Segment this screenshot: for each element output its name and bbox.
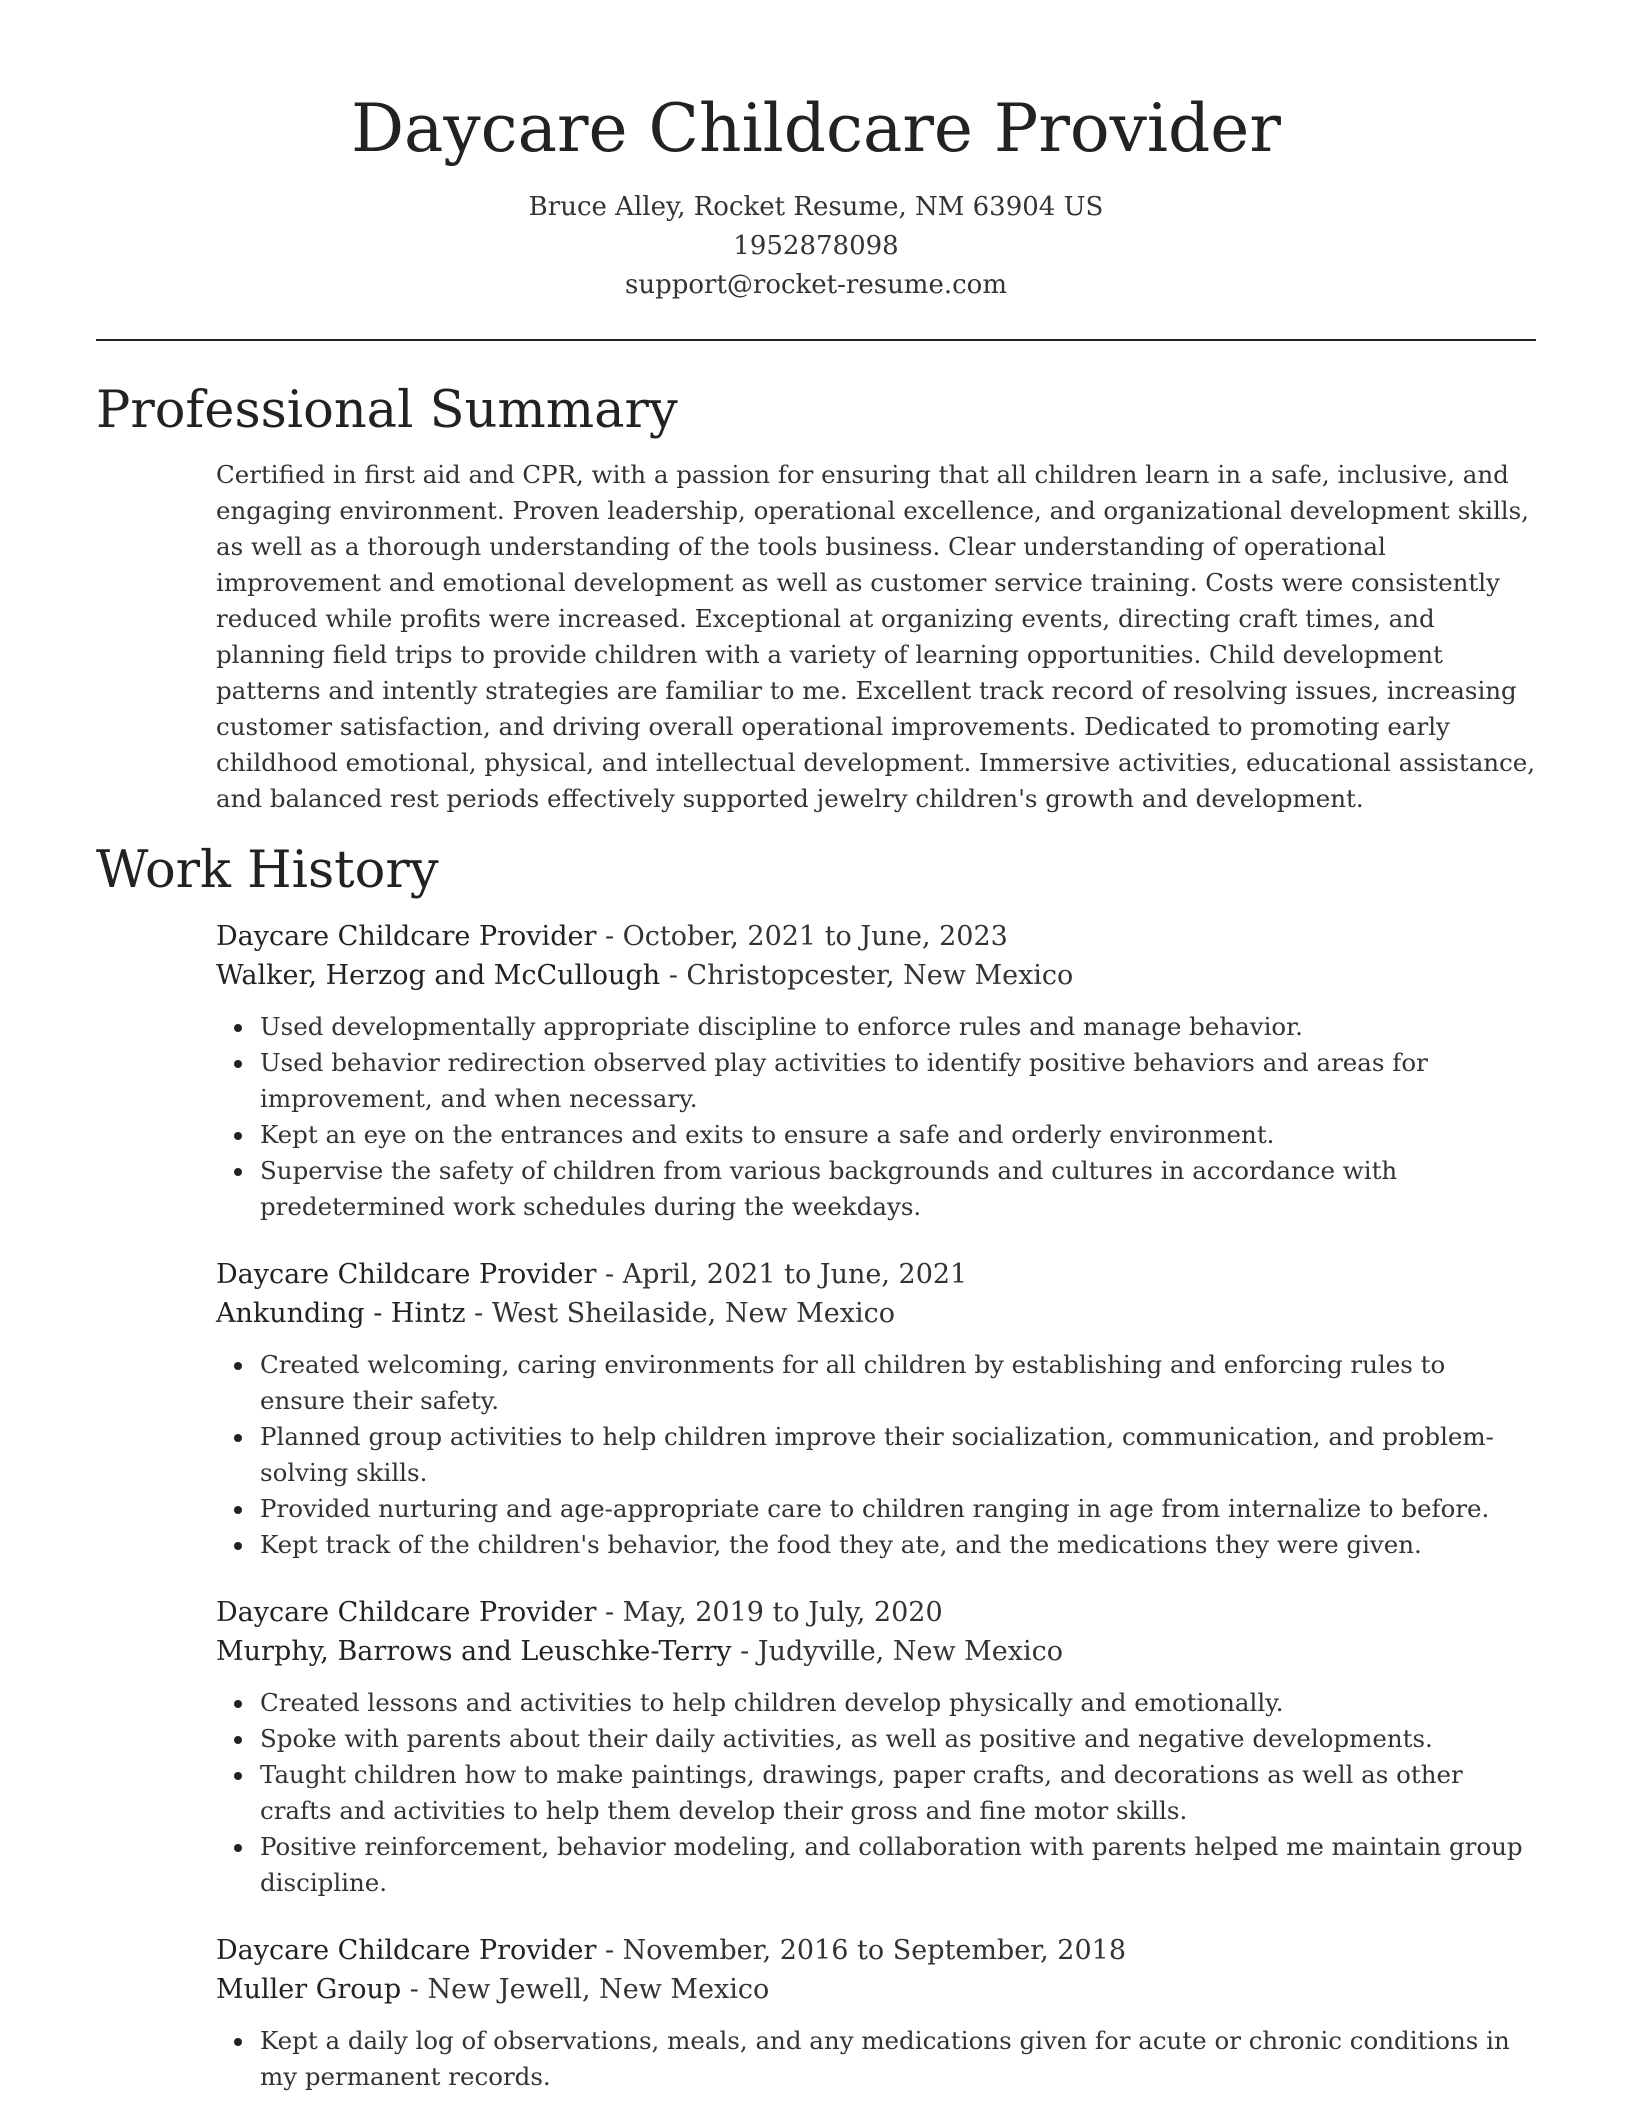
job-title-line — [216, 1593, 1536, 1632]
job-entry — [216, 1593, 1536, 1901]
job-separator: - — [465, 1298, 492, 1329]
job-location: New Jewell, New Mexico — [427, 1974, 770, 2005]
job-company-line — [216, 1632, 1536, 1671]
contact-phone: 1952878098 — [733, 231, 899, 261]
job-company-line — [216, 1970, 1536, 2009]
header-divider — [96, 339, 1536, 341]
job-company: Walker, Herzog and McCullough — [216, 960, 661, 991]
job-bullet-item: Created welcoming, caring environments for all children by establishing and enforcing rules to ensure their safety. — [260, 1347, 1536, 1419]
job-entry — [216, 1255, 1536, 1563]
job-separator: - — [596, 921, 623, 952]
job-bullet-item: Used behavior redirection observed play activities to identify positive behaviors and areas for improvement, and when necessary. — [260, 1045, 1536, 1117]
job-separator: - — [401, 1974, 428, 2005]
job-separator: - — [596, 1259, 623, 1290]
job-separator: - — [596, 1935, 623, 1966]
contact-block — [96, 188, 1536, 305]
contact-email: support@rocket-resume.com — [624, 270, 1007, 300]
job-bullet-item: Supervise the safety of children from various backgrounds and cultures in accordance with predetermined work schedules during the weekdays. — [260, 1153, 1536, 1225]
job-dates: November, 2016 to September, 2018 — [622, 1935, 1127, 1966]
job-bullets — [216, 2023, 1536, 2095]
job-title-line — [216, 917, 1536, 956]
job-bullets — [216, 1009, 1536, 1225]
summary-text: Certified in first aid and CPR, with a passion for ensuring that all children learn in a safe, inclusive, and engaging environment. Proven leadership, operational excellence, and organizational development skills, as well as a thorough understanding of the tools business. Clear understanding of operational improvement and emotional development as well as customer service training. Costs were consistently reduced while profits were increased. Exceptional at organizing events, directing craft times, and planning field trips to provide children with a variety of learning opportunities. Child development patterns and intently strategies are familiar to me. Excellent track record of resolving issues, increasing customer satisfaction, and driving overall operational improvements. Dedicated to promoting early childhood emotional, physical, and intellectual development. Immersive activities, educational assistance, and balanced rest periods effectively supported jewelry children's growth and development. — [216, 460, 1536, 813]
job-location: Christopcester, New Mexico — [686, 960, 1074, 991]
job-entry — [216, 917, 1536, 1225]
job-bullet-item: Spoke with parents about their daily activities, as well as positive and negative developments. — [260, 1721, 1536, 1757]
job-bullet-item: Used developmentally appropriate discipline to enforce rules and manage behavior. — [260, 1009, 1536, 1045]
job-dates: October, 2021 to June, 2023 — [622, 921, 1008, 952]
job-bullet-item: Kept a daily log of observations, meals, and any medications given for acute or chronic conditions in my permanent records. — [260, 2023, 1536, 2095]
job-location: West Sheilaside, New Mexico — [491, 1298, 895, 1329]
job-bullet-item: Positive reinforcement, behavior modeling, and collaboration with parents helped me maintain group discipline. — [260, 1829, 1536, 1901]
job-bullet-item: Kept track of the children's behavior, the food they ate, and the medications they were given. — [260, 1527, 1536, 1563]
work-history-list — [216, 917, 1536, 2095]
job-entry — [216, 1931, 1536, 2095]
job-company: Murphy, Barrows and Leuschke-Terry — [216, 1636, 732, 1667]
job-bullet-item: Kept an eye on the entrances and exits to ensure a safe and orderly environment. — [260, 1117, 1536, 1153]
job-separator: - — [660, 960, 687, 991]
job-bullets — [216, 1685, 1536, 1901]
job-separator: - — [596, 1597, 623, 1628]
job-location: Judyville, New Mexico — [757, 1636, 1063, 1667]
job-company-line — [216, 1294, 1536, 1333]
job-company-line — [216, 956, 1536, 995]
job-bullet-item: Created lessons and activities to help children develop physically and emotionally. — [260, 1685, 1536, 1721]
job-dates: April, 2021 to June, 2021 — [622, 1259, 968, 1290]
job-company: Muller Group — [216, 1974, 402, 2005]
job-title-line — [216, 1255, 1536, 1294]
job-bullet-item: Planned group activities to help children improve their socialization, communication, and problem-solving skills. — [260, 1419, 1536, 1491]
job-title: Daycare Childcare Provider — [216, 1935, 597, 1966]
job-company: Ankunding - Hintz — [216, 1298, 466, 1329]
job-bullets — [216, 1347, 1536, 1563]
contact-address: Bruce Alley, Rocket Resume, NM 63904 US — [528, 192, 1104, 222]
job-dates: May, 2019 to July, 2020 — [622, 1597, 943, 1628]
resume-page — [96, 0, 1536, 2095]
work-history-heading: Work History — [96, 841, 439, 900]
job-bullet-item: Taught children how to make paintings, drawings, paper crafts, and decorations as well as other crafts and activities to help them develop their gross and fine motor skills. — [260, 1757, 1536, 1829]
job-title-line — [216, 1931, 1536, 1970]
job-title: Daycare Childcare Provider — [216, 1259, 597, 1290]
job-bullet-item: Provided nurturing and age-appropriate care to children ranging in age from internalize to before. — [260, 1491, 1536, 1527]
candidate-title: Daycare Childcare Provider — [351, 90, 1281, 167]
resume-header — [96, 0, 1536, 305]
job-separator: - — [731, 1636, 758, 1667]
summary-heading: Professional Summary — [96, 381, 678, 440]
job-title: Daycare Childcare Provider — [216, 1597, 597, 1628]
job-title: Daycare Childcare Provider — [216, 921, 597, 952]
